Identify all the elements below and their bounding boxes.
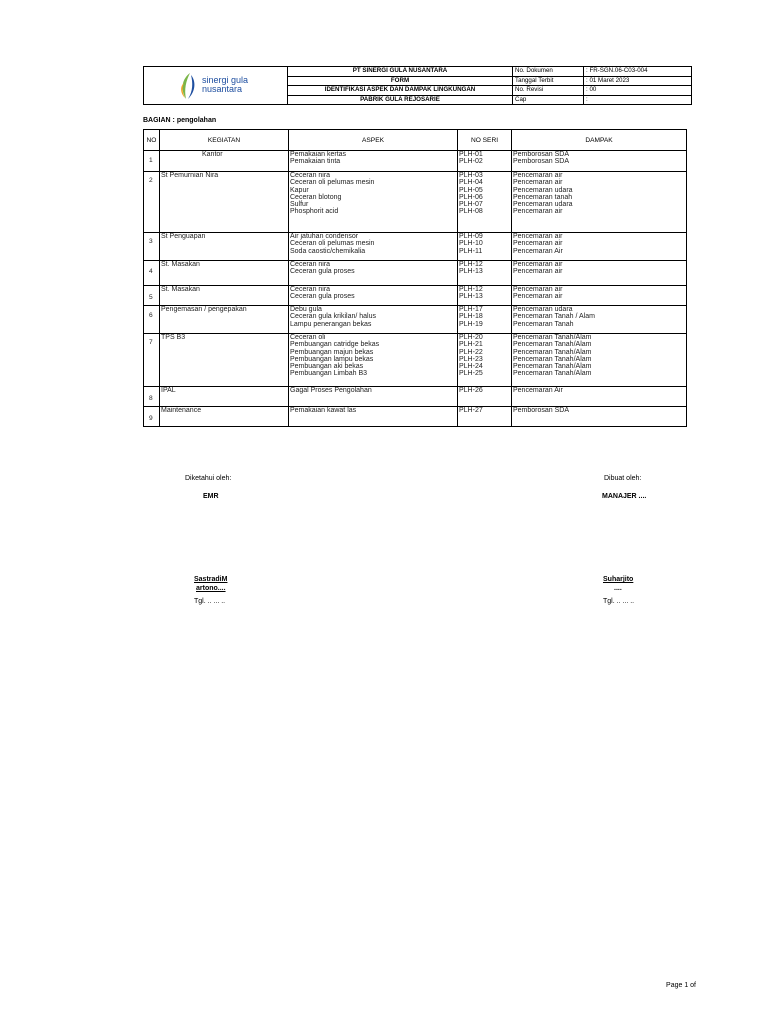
- row-number-text: 8: [149, 395, 153, 402]
- aspek-cell: [289, 286, 458, 306]
- row-number: [144, 151, 160, 172]
- table-row: [144, 334, 687, 387]
- table-body: [144, 151, 687, 427]
- prepared-by-role: MANAJER ....: [602, 493, 647, 500]
- aspek-cell: [289, 334, 458, 387]
- dampak-cell: [512, 407, 687, 427]
- aspek-item: Pembuangan aki bekas: [290, 363, 364, 371]
- dampak-item: Pemborosan SDA: [513, 158, 570, 166]
- dampak-cell: [512, 306, 687, 334]
- aspek-item: Soda caostic/chemikalia: [290, 247, 366, 255]
- row-number-text: 9: [149, 415, 153, 422]
- aspek-item: Ceceran gula krikilan/ halus: [290, 313, 376, 321]
- prepared-by-caption: Dibuat oleh:: [604, 475, 642, 482]
- no-seri-item: PLH-01: [459, 151, 483, 158]
- dampak-item: Pencemaran Tanah: [513, 320, 574, 328]
- no-seri-item: PLH-09: [459, 233, 483, 240]
- aspek-cell: [289, 387, 458, 407]
- dampak-item: Pencemaran udara: [513, 201, 573, 209]
- aspek-item: Pembuangan majun bekas: [290, 348, 374, 356]
- aspek-item: Ceceran nira: [290, 286, 331, 293]
- row-number: [144, 172, 160, 233]
- column-header-kegiatan: KEGIATAN: [160, 130, 289, 151]
- aspek-item: Ceceran nira: [290, 261, 331, 268]
- revision-label: No. Revisi: [513, 86, 584, 96]
- revision-value: : 00: [584, 86, 692, 96]
- table-row: [144, 306, 687, 334]
- row-number: [144, 407, 160, 427]
- aspek-item: Pembuangan catridge bekas: [290, 341, 380, 349]
- no-seri-item: PLH-19: [459, 320, 483, 328]
- no-seri-item: PLH-05: [459, 186, 483, 194]
- row-number: [144, 387, 160, 407]
- table-row: [144, 151, 687, 172]
- company-name: PT SINERGI GULA NUSANTARA: [288, 67, 513, 77]
- no-seri-cell: [458, 306, 512, 334]
- aspek-item: Gagal Proses Pengolahan: [290, 387, 372, 394]
- stamp-value: :: [584, 95, 692, 105]
- approved-by-role: EMR: [203, 493, 219, 500]
- dampak-item: Pencemaran tanah: [513, 193, 573, 201]
- no-seri-cell: [458, 407, 512, 427]
- aspek-item: Phosphorit acid: [290, 208, 339, 216]
- row-number: [144, 306, 160, 334]
- dampak-cell: [512, 151, 687, 172]
- no-seri-item: PLH-21: [459, 341, 483, 349]
- no-seri-item: PLH-11: [459, 247, 483, 255]
- no-seri-cell: [458, 261, 512, 286]
- kegiatan-cell: St. Masakan: [160, 286, 289, 306]
- no-seri-item: PLH-26: [459, 387, 483, 394]
- aspek-item: Ceceran gula proses: [290, 268, 355, 276]
- no-seri-item: PLH-24: [459, 363, 483, 371]
- dampak-item: Pencemaran air: [513, 261, 563, 268]
- dampak-cell: [512, 172, 687, 233]
- aspek-item: Pemakaian tinta: [290, 158, 341, 166]
- no-seri-item: PLH-08: [459, 208, 483, 216]
- aspek-item: Sulfur: [290, 201, 309, 209]
- aspek-cell: [289, 151, 458, 172]
- dampak-item: Pencemaran udara: [513, 186, 573, 194]
- logo-text-line2: nusantara: [202, 84, 243, 94]
- dampak-cell: [512, 334, 687, 387]
- no-seri-item: PLH-27: [459, 407, 483, 414]
- table-row: [144, 286, 687, 306]
- row-number-text: 6: [149, 312, 153, 319]
- row-number-text: 1: [149, 157, 153, 164]
- approved-by-name-line1: SastradiM: [194, 576, 228, 583]
- aspek-item: Ceceran blotong: [290, 193, 342, 201]
- row-number-text: 5: [149, 294, 153, 301]
- aspek-cell: [289, 306, 458, 334]
- no-seri-item: PLH-10: [459, 240, 483, 248]
- kegiatan-cell: Maintenance: [160, 407, 289, 427]
- aspek-item: Ceceran gula proses: [290, 293, 355, 301]
- row-number: [144, 261, 160, 286]
- row-number: [144, 233, 160, 261]
- no-seri-item: PLH-18: [459, 313, 483, 321]
- factory-name: PABRIK GULA REJOSARIE: [288, 95, 513, 105]
- aspek-item: Air jatuhan condensor: [290, 233, 359, 240]
- aspek-cell: [289, 407, 458, 427]
- no-seri-item: PLH-22: [459, 348, 483, 356]
- column-header-aspek: ASPEK: [289, 130, 458, 151]
- company-logo: [144, 67, 287, 104]
- aspek-item: Pembuangan lampu bekas: [290, 355, 374, 363]
- no-seri-item: PLH-03: [459, 172, 483, 179]
- dampak-item: Pencemaran air: [513, 268, 563, 276]
- aspek-item: Ceceran oli: [290, 334, 326, 341]
- page-number: Page 1 of: [666, 982, 696, 989]
- logo-text-line1: sinergi gula: [202, 75, 249, 85]
- table-row: [144, 387, 687, 407]
- aspek-item: Pemakaian kawat las: [290, 407, 357, 414]
- aspek-item: Kapur: [290, 186, 309, 194]
- dampak-item: Pemborosan SDA: [513, 407, 570, 414]
- stamp-label: Cap: [513, 95, 584, 105]
- column-header-no-seri: NO SERI: [458, 130, 512, 151]
- row-number-text: 4: [149, 268, 153, 275]
- section-label: BAGIAN : pengolahan: [143, 117, 217, 124]
- no-seri-cell: [458, 286, 512, 306]
- dampak-item: Pencemaran air: [513, 208, 563, 216]
- column-header-no: NO: [144, 130, 160, 151]
- dampak-cell: [512, 286, 687, 306]
- table-row: [144, 261, 687, 286]
- row-number-text: 7: [149, 339, 153, 346]
- form-title: IDENTIFIKASI ASPEK DAN DAMPAK LINGKUNGAN: [288, 86, 513, 96]
- column-header-dampak: DAMPAK: [512, 130, 687, 151]
- dampak-item: Pencemaran air: [513, 179, 563, 187]
- dampak-item: Pencemaran air: [513, 172, 563, 179]
- no-seri-item: PLH-23: [459, 355, 483, 363]
- dampak-item: Pencemaran air: [513, 286, 563, 293]
- no-seri-item: PLH-07: [459, 201, 483, 209]
- no-seri-item: PLH-06: [459, 193, 483, 201]
- kegiatan-cell: St Pemurnian Nira: [160, 172, 289, 233]
- doc-number-label: No. Dokumen: [513, 67, 584, 77]
- no-seri-cell: [458, 151, 512, 172]
- dampak-item: Pencemaran air: [513, 233, 563, 240]
- dampak-item: Pencemaran Tanah/Alam: [513, 363, 592, 371]
- issue-date-value: : 01 Maret 2023: [584, 76, 692, 86]
- prepared-by-name-line1: Suharjito: [603, 576, 634, 583]
- no-seri-cell: [458, 233, 512, 261]
- no-seri-item: PLH-04: [459, 179, 483, 187]
- aspek-cell: [289, 261, 458, 286]
- kegiatan-cell: Kantor: [160, 151, 289, 172]
- table-row: [144, 407, 687, 427]
- aspek-item: Lampu penerangan bekas: [290, 320, 372, 328]
- aspek-cell: [289, 233, 458, 261]
- no-seri-item: PLH-17: [459, 306, 483, 313]
- approved-by-date: Tgl. .. ... ..: [194, 598, 226, 605]
- form-label: FORM: [288, 76, 513, 86]
- row-number-text: 2: [149, 177, 153, 184]
- doc-number-value: : FR-SGN.06-C03-004: [584, 67, 692, 77]
- aspek-item: Ceceran oli pelumas mesin: [290, 240, 375, 248]
- dampak-cell: [512, 261, 687, 286]
- no-seri-cell: [458, 334, 512, 387]
- dampak-item: Pencemaran Tanah/Alam: [513, 348, 592, 356]
- dampak-cell: [512, 233, 687, 261]
- no-seri-item: PLH-20: [459, 334, 483, 341]
- issue-date-label: Tanggal Terbit: [513, 76, 584, 86]
- dampak-item: Pencemaran air: [513, 293, 563, 301]
- kegiatan-cell: St Penguapan: [160, 233, 289, 261]
- aspek-cell: [289, 172, 458, 233]
- no-seri-cell: [458, 387, 512, 407]
- no-seri-item: PLH-13: [459, 268, 483, 276]
- aspek-item: Pemakaian kertas: [290, 151, 347, 158]
- no-seri-item: PLH-02: [459, 158, 483, 166]
- table-row: [144, 233, 687, 261]
- aspek-item: Pembuangan Limbah B3: [290, 370, 368, 378]
- dampak-item: Pencemaran Tanah / Alam: [513, 313, 595, 321]
- document-header: [143, 66, 692, 105]
- table-header-row: [144, 130, 687, 151]
- approved-by-name-line2: artono....: [196, 585, 226, 592]
- dampak-item: Pencemaran air: [513, 240, 563, 248]
- leaf-logo-icon: [178, 71, 200, 101]
- no-seri-item: PLH-12: [459, 261, 483, 268]
- no-seri-item: PLH-25: [459, 370, 483, 378]
- table-row: [144, 172, 687, 233]
- kegiatan-cell: IPAL: [160, 387, 289, 407]
- dampak-item: Pencemaran Tanah/Alam: [513, 341, 592, 349]
- prepared-by-date: Tgl. .. ... ..: [603, 598, 635, 605]
- dampak-item: Pemborosan SDA: [513, 151, 570, 158]
- kegiatan-cell: St. Masakan: [160, 261, 289, 286]
- dampak-cell: [512, 387, 687, 407]
- dampak-item: Pencemaran Air: [513, 247, 563, 255]
- no-seri-item: PLH-13: [459, 293, 483, 301]
- row-number: [144, 334, 160, 387]
- approved-by-caption: Diketahui oleh:: [185, 475, 232, 482]
- kegiatan-cell: Pengemasan / pengepakan: [160, 306, 289, 334]
- row-number-text: 3: [149, 238, 153, 245]
- aspek-item: Ceceran nira: [290, 172, 331, 179]
- dampak-item: Pencemaran udara: [513, 306, 573, 313]
- kegiatan-cell: TPS B3: [160, 334, 289, 387]
- aspect-impact-table: [143, 129, 687, 427]
- dampak-item: Pencemaran Tanah/Alam: [513, 355, 592, 363]
- prepared-by-name-line2: ....: [614, 585, 622, 592]
- logo-cell: [144, 67, 288, 105]
- aspek-item: Debu gula: [290, 306, 322, 313]
- no-seri-cell: [458, 172, 512, 233]
- row-number: [144, 286, 160, 306]
- dampak-item: Pencemaran Tanah/Alam: [513, 370, 592, 378]
- dampak-item: Pencemaran Tanah/Alam: [513, 334, 592, 341]
- dampak-item: Pencemaran Air: [513, 387, 563, 394]
- no-seri-item: PLH-12: [459, 286, 483, 293]
- aspek-item: Ceceran oli pelumas mesin: [290, 179, 375, 187]
